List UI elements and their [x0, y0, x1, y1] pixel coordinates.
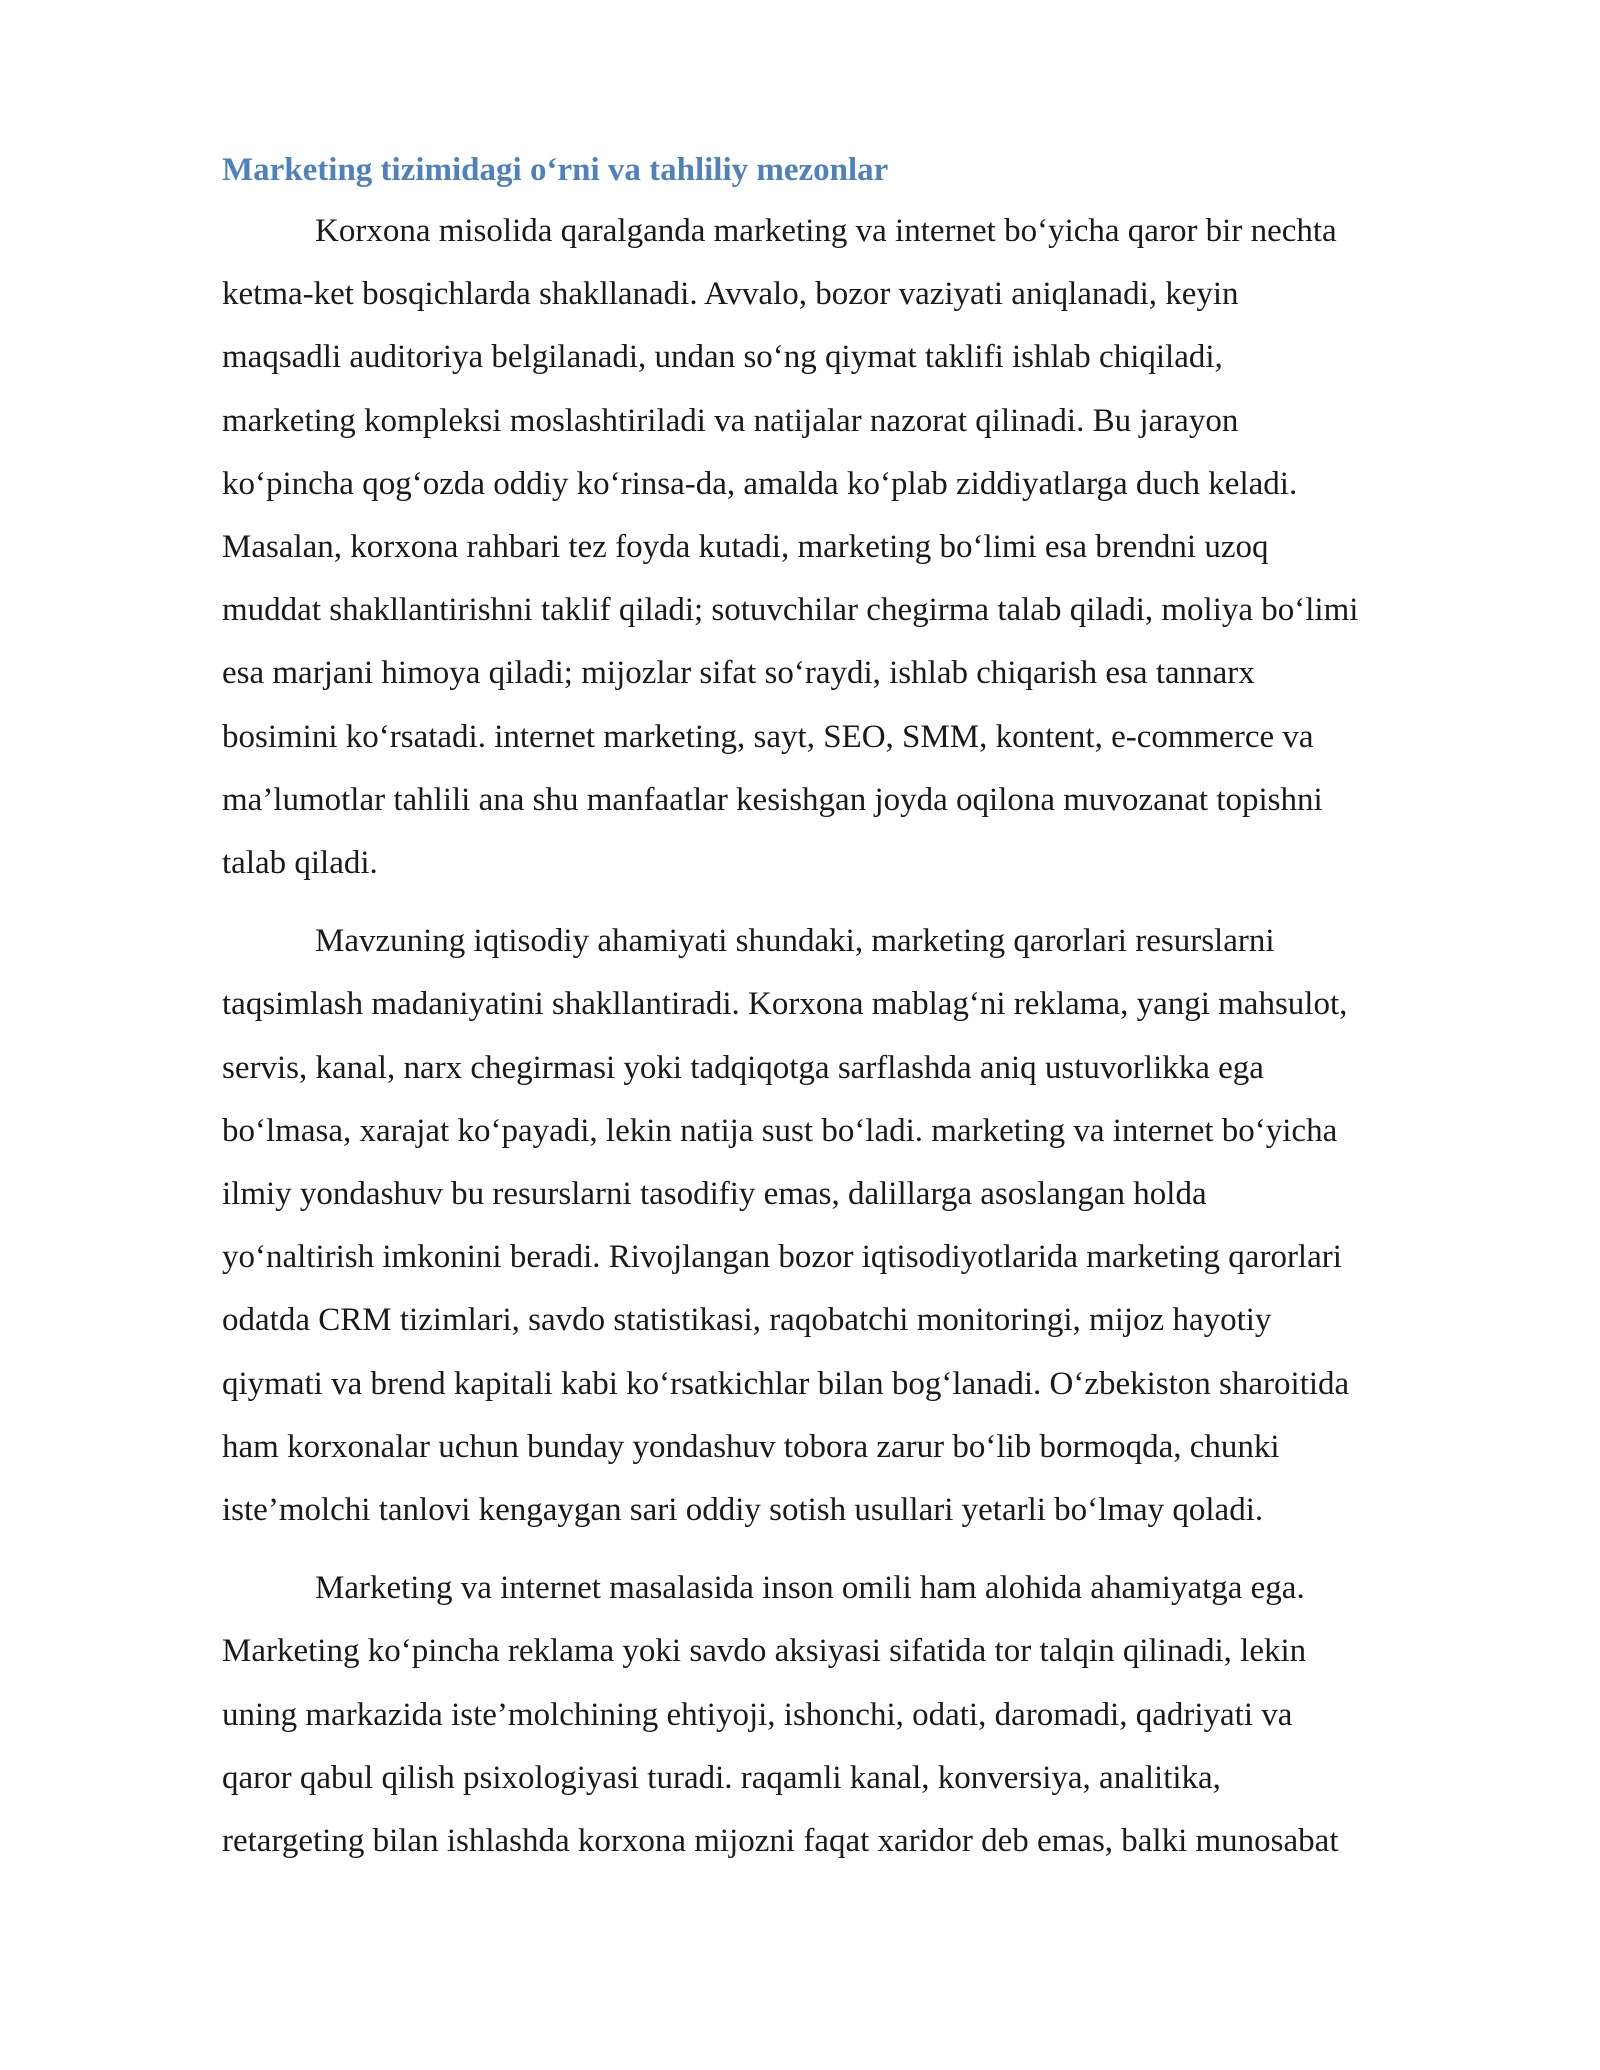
text-line: Masalan, korxona rahbari tez foyda kutadi, marketing bo‘limi esa brendni uzoq	[222, 529, 1269, 566]
text-line: muddat shakllantirishni taklif qiladi; sotuvchilar chegirma talab qiladi, moliya bo‘limi	[222, 592, 1359, 629]
text-line: retargeting bilan ishlashda korxona mijozni faqat xaridor deb emas, balki munosabat	[222, 1823, 1339, 1860]
section-heading: Marketing tizimidagi o‘rni va tahliliy mezonlar	[222, 152, 889, 188]
text-line: iste’molchi tanlovi kengaygan sari oddiy sotish usullari yetarli bo‘lmay qoladi.	[222, 1492, 1264, 1529]
text-line: bo‘lmasa, xarajat ko‘payadi, lekin natija sust bo‘ladi. marketing va internet bo‘yicha	[222, 1112, 1338, 1149]
text-line: qiymati va brend kapitali kabi ko‘rsatkichlar bilan bog‘lanadi. O‘zbekiston sharoitida	[222, 1365, 1350, 1402]
paragraph-2	[222, 910, 1482, 1542]
paragraph-3	[222, 1557, 1482, 1873]
text-line: talab qiladi.	[222, 845, 378, 882]
text-line: servis, kanal, narx chegirmasi yoki tadqiqotga sarflashda aniq ustuvorlikka ega	[222, 1049, 1264, 1086]
text-line: ham korxonalar uchun bunday yondashuv tobora zarur bo‘lib bormoqda, chunki	[222, 1428, 1280, 1465]
text-line: Marketing va internet masalasida inson omili ham alohida ahamiyatga ega.	[315, 1570, 1305, 1607]
text-line: esa marjani himoya qiladi; mijozlar sifat so‘raydi, ishlab chiqarish esa tannarx	[222, 655, 1255, 692]
text-line: qaror qabul qilish psixologiyasi turadi. raqamli kanal, konversiya, analitika,	[222, 1759, 1221, 1796]
document-body	[222, 140, 1482, 1888]
text-line: odatda CRM tizimlari, savdo statistikasi, raqobatchi monitoringi, mijoz hayotiy	[222, 1302, 1272, 1339]
text-line: maqsadli auditoriya belgilanadi, undan so‘ng qiymat taklifi ishlab chiqiladi,	[222, 339, 1223, 376]
text-line: uning markazida iste’molchining ehtiyoji, ishonchi, odati, daromadi, qadriyati va	[222, 1696, 1293, 1733]
text-line: ma’lumotlar tahlili ana shu manfaatlar kesishgan joyda oqilona muvozanat topishni	[222, 781, 1323, 818]
text-line: Korxona misolida qaralganda marketing va internet bo‘yicha qaror bir nechta	[315, 213, 1337, 249]
text-line: marketing kompleksi moslashtiriladi va natijalar nazorat qilinadi. Bu jarayon	[222, 402, 1239, 439]
text-line: ilmiy yondashuv bu resurslarni tasodifiy emas, dalillarga asoslangan holda	[222, 1176, 1207, 1213]
text-line: ketma-ket bosqichlarda shakllanadi. Avvalo, bozor vaziyati aniqlanadi, keyin	[222, 276, 1239, 313]
text-line: bosimini ko‘rsatadi. internet marketing, sayt, SEO, SMM, kontent, e-commerce va	[222, 718, 1314, 755]
text-line: yo‘naltirish imkonini beradi. Rivojlangan bozor iqtisodiyotlarida marketing qarorlari	[222, 1239, 1342, 1276]
text-line: ko‘pincha qog‘ozda oddiy ko‘rinsa-da, amalda ko‘plab ziddiyatlarga duch keladi.	[222, 465, 1298, 502]
text-line: Mavzuning iqtisodiy ahamiyati shundaki, marketing qarorlari resurslarni	[315, 923, 1275, 960]
text-line: taqsimlash madaniyatini shakllantiradi. Korxona mablag‘ni reklama, yangi mahsulot,	[222, 986, 1348, 1023]
paragraph-1	[222, 200, 1482, 895]
text-line: Marketing ko‘pincha reklama yoki savdo aksiyasi sifatida tor talqin qilinadi, lekin	[222, 1633, 1307, 1670]
